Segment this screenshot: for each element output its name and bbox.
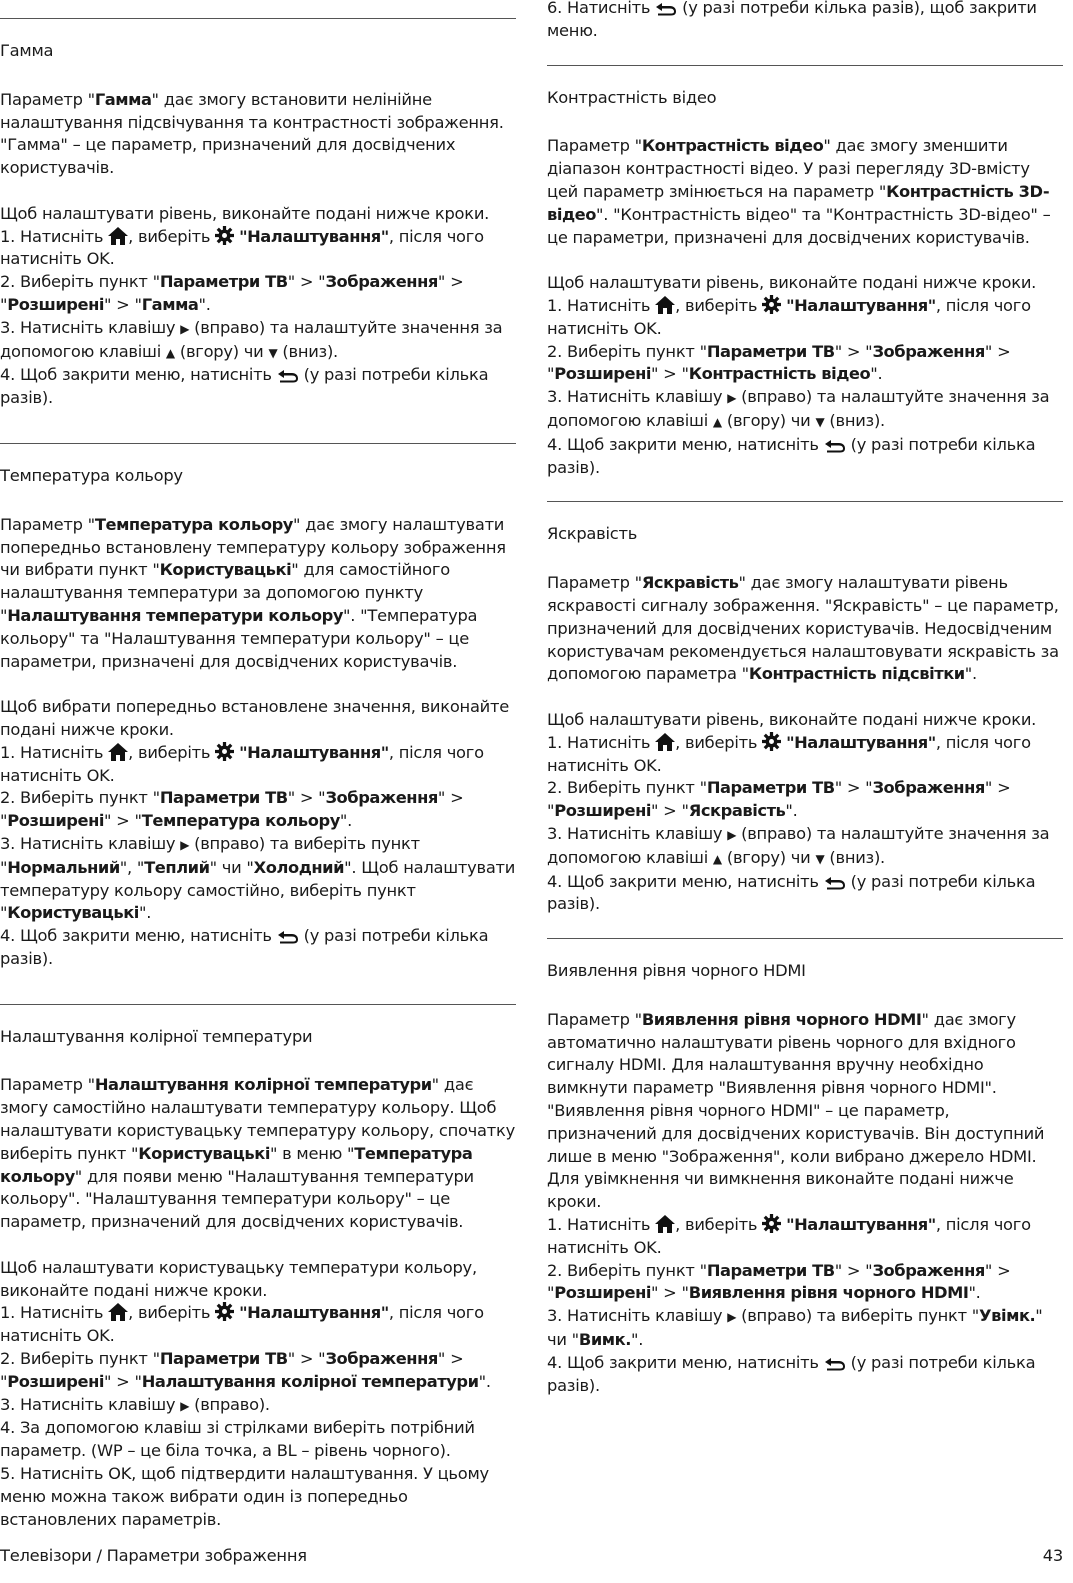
right-arrow-icon: ▶ [727,391,737,406]
down-arrow-icon: ▼ [815,851,825,866]
brightness-step-4: 4. Щоб закрити меню, натисніть (у разі потреби кілька разів). [547,871,1036,914]
gear-icon [762,1214,781,1233]
right-column [547,0,1063,1397]
gamma-step-2: 2. Виберіть пункт "Параметри ТВ" > "Зображення" > "Розширені" > "Гамма". [0,272,464,314]
color-temp-heading: Температура кольору [0,465,183,485]
page-number: 43 [1042,1546,1063,1565]
home-icon [108,1303,128,1321]
gamma-steps-lead: Щоб налаштувати рівень, виконайте подані нижче кроки. [0,203,490,223]
right-arrow-icon: ▶ [180,1398,190,1413]
hdmi-black-intro: Параметр "Виявлення рівня чорного HDMI" дає змогу автоматично налаштувати рівень чорного для вхідного сигналу HDMI. Для налаштування вручну необхідно вимкнути параметр "Виявлення рівня чорного HDMI". "Виявлення рівня чорного HDMI" – це параметр, призначений для досвідчених користувачів. Він доступний лише в меню "Зображення", коли вибрано джерело HDMI. Для увімкнення чи вимкнення виконайте подані нижче кроки. [547,1009,1045,1212]
right-arrow-icon: ▶ [180,321,190,336]
custom-temp-step-1: 1. Натисніть , виберіть "Налаштування", після чого натисніть OK. [0,1303,484,1346]
video-contrast-intro: Параметр "Контрастність відео" дає змогу зменшити діапазон контрастності відео. У разі перегляду 3D-вмісту цей параметр змінюється на параметр "Контрастність 3D-відео". "Контрастність відео" та "Контрастність 3D-відео" – це параметри, призначені для досвідчених користувачів. [547,136,1051,247]
hdmi-black-step-2: 2. Виберіть пункт "Параметри ТВ" > "Зображення" > "Розширені" > "Виявлення рівня чорного HDMI". [547,1260,1011,1303]
right-arrow-icon: ▶ [727,1310,737,1325]
footer-breadcrumb: Телевізори / Параметри зображення [0,1546,307,1565]
section-color-temperature [0,443,516,971]
home-icon [655,1215,675,1233]
gear-icon [215,742,234,761]
gamma-step-3: 3. Натисніть клавішу ▶ (вправо) та налаштуйте значення за допомогою клавіші ▲ (вгору) чи ▼ (вниз). [0,317,503,361]
color-temp-step-3: 3. Натисніть клавішу ▶ (вправо) та виберіть пункт "Нормальний", "Теплий" чи "Холодний". Щоб налаштувати температуру кольору самостійно, виберіть пункт "Користувацькі". [0,833,516,923]
gear-icon [215,226,234,245]
color-temp-step-2: 2. Виберіть пункт "Параметри ТВ" > "Зображення" > "Розширені" > "Температура кольору". [0,788,464,831]
video-contrast-step-3: 3. Натисніть клавішу ▶ (вправо) та налаштуйте значення за допомогою клавіші ▲ (вгору) чи ▼ (вниз). [547,387,1050,430]
hdmi-black-step-1: 1. Натисніть , виберіть "Налаштування", після чого натисніть OK. [547,1215,1031,1257]
custom-temp-steps-lead: Щоб налаштувати користувацьку температури кольору, виконайте подані нижче кроки. [0,1257,477,1300]
down-arrow-icon: ▼ [815,414,825,429]
back-icon [277,369,299,383]
custom-temp-heading: Налаштування колірної температури [0,1026,313,1046]
custom-temp-step-5: 5. Натисніть OK, щоб підтвердити налаштування. У цьому меню можна також вибрати один із попередньо встановлених параметрів. [0,1464,489,1529]
section-hdmi-black-level [547,938,1063,1397]
back-icon [655,2,677,16]
gear-icon [215,1302,234,1321]
color-temp-step-4: 4. Щоб закрити меню, натисніть (у разі потреби кілька разів). [0,926,489,968]
video-contrast-step-1: 1. Натисніть , виберіть "Налаштування", після чого натисніть OK. [547,295,1031,338]
brightness-step-2: 2. Виберіть пункт "Параметри ТВ" > "Зображення" > "Розширені" > "Яскравість". [547,778,1011,821]
gear-icon [762,732,781,751]
page-footer [0,1545,1063,1568]
right-arrow-icon: ▶ [727,827,737,842]
section-custom-color-temperature [0,1004,516,1532]
home-icon [655,733,675,751]
home-icon [108,743,128,761]
custom-temp-step-4: 4. За допомогою клавіш зі стрілками виберіть потрібний параметр. (WP – це біла точка, а BL – рівень чорного). [0,1418,475,1461]
hdmi-black-heading: Виявлення рівня чорного HDMI [547,961,806,981]
brightness-step-3: 3. Натисніть клавішу ▶ (вправо) та налаштуйте значення за допомогою клавіші ▲ (вгору) чи ▼ (вниз). [547,823,1050,867]
video-contrast-steps-lead: Щоб налаштувати рівень, виконайте подані нижче кроки. [547,273,1037,293]
gamma-step-4: 4. Щоб закрити меню, натисніть (у разі потреби кілька разів). [0,365,489,408]
up-arrow-icon: ▲ [712,414,722,429]
color-temp-steps-lead: Щоб вибрати попередньо встановлене значення, виконайте подані нижче кроки. [0,697,510,739]
back-icon [824,439,846,453]
back-icon [824,1357,846,1371]
brightness-heading: Яскравість [547,524,638,544]
video-contrast-heading: Контрастність відео [547,87,717,107]
gear-icon [762,295,781,314]
up-arrow-icon: ▲ [712,851,722,866]
hdmi-black-step-4: 4. Щоб закрити меню, натисніть (у разі потреби кілька разів). [547,1352,1036,1395]
section-brightness [547,501,1063,916]
brightness-step-1: 1. Натисніть , виберіть "Налаштування", після чого натисніть OK. [547,732,1031,775]
prev-section-close-step: 6. Натисніть (у разі потреби кілька разів), щоб закрити меню. [547,0,1037,40]
video-contrast-step-2: 2. Виберіть пункт "Параметри ТВ" > "Зображення" > "Розширені" > "Контрастність відео". [547,341,1011,384]
custom-temp-intro: Параметр "Налаштування колірної температури" дає змогу самостійно налаштувати температуру кольору. Щоб налаштувати користувацьку температуру кольору, спочатку виберіть пункт "Користувацькі" в меню "Температура кольору" для появи меню "Налаштування температури кольору". "Налаштування температури кольору" – це параметр, призначений для досвідчених користувачів. [0,1075,515,1232]
gamma-intro-text: дає змогу встановити нелінійне налаштування підсвічування та контрастності зображення. "Гамма" – це параметр, призначений для досвідчених користувачів. [0,89,504,178]
brightness-steps-lead: Щоб налаштувати рівень, виконайте подані нижче кроки. [547,709,1037,729]
brightness-intro: Параметр "Яскравість" дає змогу налаштувати рівень яскравості сигналу зображення. "Яскравість" – це параметр, призначений для досвідчених користувачів. Недосвідченим користувачам рекомендується налаштовувати яскравість за допомогою параметра "Контрастність підсвітки". [547,573,1059,684]
back-icon [824,876,846,890]
custom-temp-step-2: 2. Виберіть пункт "Параметри ТВ" > "Зображення" > "Розширені" > "Налаштування колірної температури". [0,1349,491,1391]
down-arrow-icon: ▼ [268,345,278,360]
home-icon [108,227,128,245]
back-icon [277,930,299,944]
gamma-step-1: 1. Натисніть , виберіть "Налаштування", після чого натисніть OK. [0,226,484,269]
section-gamma [0,18,516,410]
up-arrow-icon: ▲ [165,345,175,360]
right-arrow-icon: ▶ [180,837,190,852]
gamma-name: Гамма [94,89,152,109]
color-temp-step-1: 1. Натисніть , виберіть "Налаштування", після чого натисніть OK. [0,742,484,785]
video-contrast-step-4: 4. Щоб закрити меню, натисніть (у разі потреби кілька разів). [547,434,1036,477]
hdmi-black-step-3: 3. Натисніть клавішу ▶ (вправо) та виберіть пункт "Увімк." чи "Вимк.". [547,1306,1043,1350]
color-temp-intro: Параметр "Температура кольору" дає змогу налаштувати попередньо встановлену температуру кольору зображення чи вибрати пункт "Користувацькі" для самостійного налаштування температури за допомогою пункту "Налаштування температури кольору". "Температура кольору" та "Налаштування температури кольору" – це параметри, призначені для досвідчених користувачів. [0,514,506,671]
gamma-heading: Гамма [0,41,54,60]
gamma-intro: Параметр "Гамма" дає змогу встановити нелінійне налаштування підсвічування та контрастності зображення. "Гамма" – це параметр, призначений для досвідчених користувачів. [0,89,504,178]
section-video-contrast [547,65,1063,480]
home-icon [655,296,675,314]
left-column [0,0,516,1531]
custom-temp-step-3: 3. Натисніть клавішу ▶ (вправо). [0,1394,270,1414]
